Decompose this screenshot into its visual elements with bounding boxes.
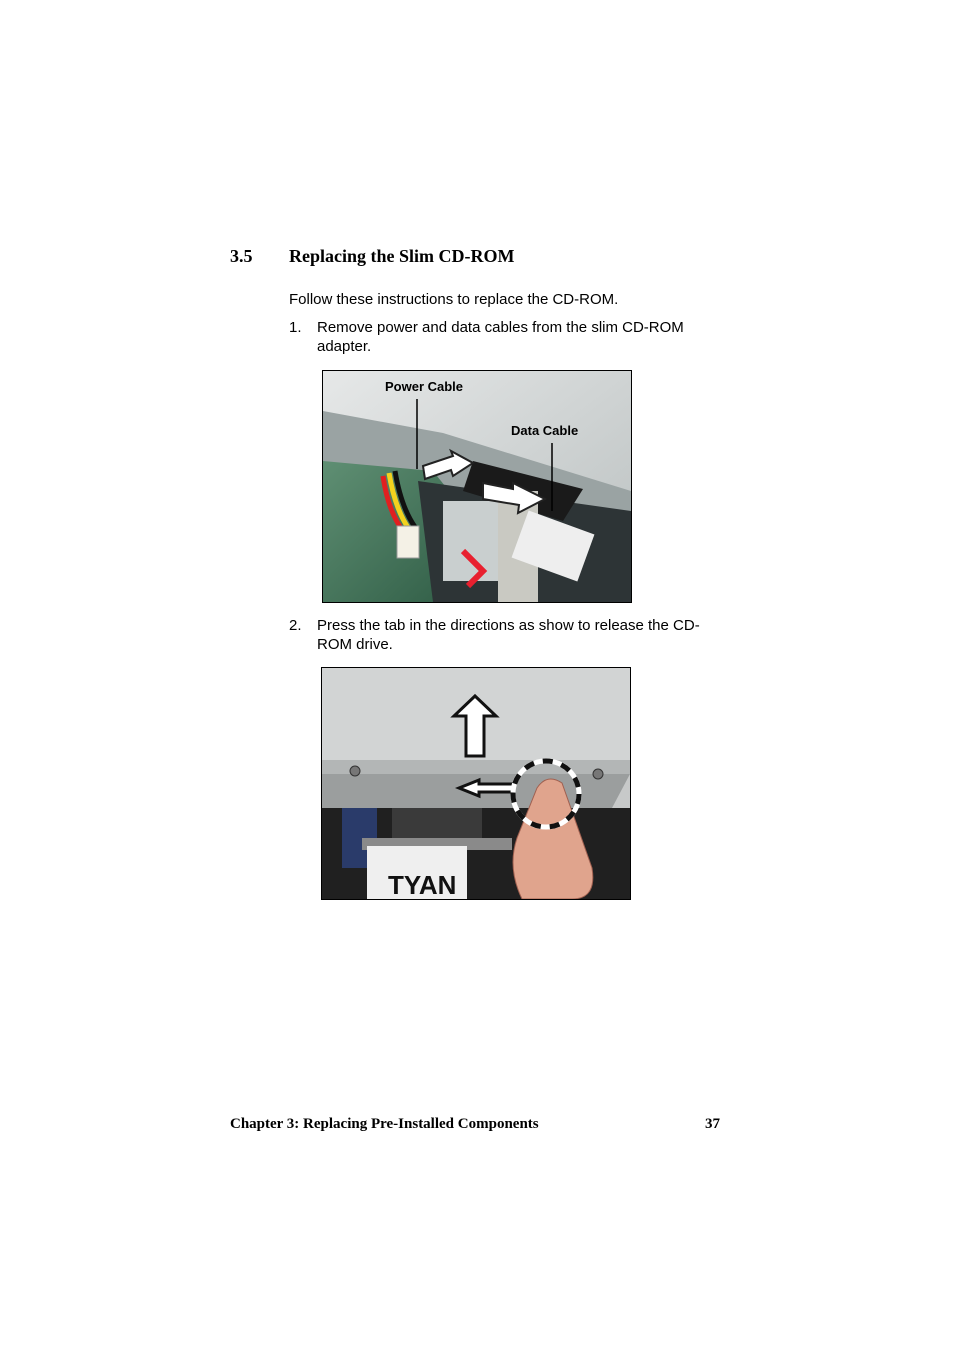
page-number: 37 bbox=[705, 1116, 720, 1132]
tyan-logo: TYAN bbox=[388, 870, 457, 899]
step-text: Press the tab in the directions as show to release the CD-ROM drive. bbox=[317, 617, 700, 653]
tab-release-photo bbox=[321, 667, 631, 900]
step-text: Remove power and data cables from the slim CD-ROM adapter. bbox=[317, 319, 684, 355]
data-cable-label: Data Cable bbox=[511, 423, 579, 438]
intro-text: Follow these instructions to replace the CD-ROM. bbox=[289, 291, 619, 308]
power-cable-label: Power Cable bbox=[385, 379, 464, 394]
cable-photo bbox=[322, 370, 632, 603]
section-number: 3.5 bbox=[230, 246, 253, 266]
step-number: 2. bbox=[289, 617, 302, 634]
tab-release-illustration bbox=[322, 668, 630, 899]
section-title: Replacing the Slim CD-ROM bbox=[289, 246, 515, 266]
footer-chapter: Chapter 3: Replacing Pre-Installed Components bbox=[230, 1116, 539, 1132]
step-number: 1. bbox=[289, 319, 302, 336]
cable-photo-illustration bbox=[323, 371, 631, 602]
